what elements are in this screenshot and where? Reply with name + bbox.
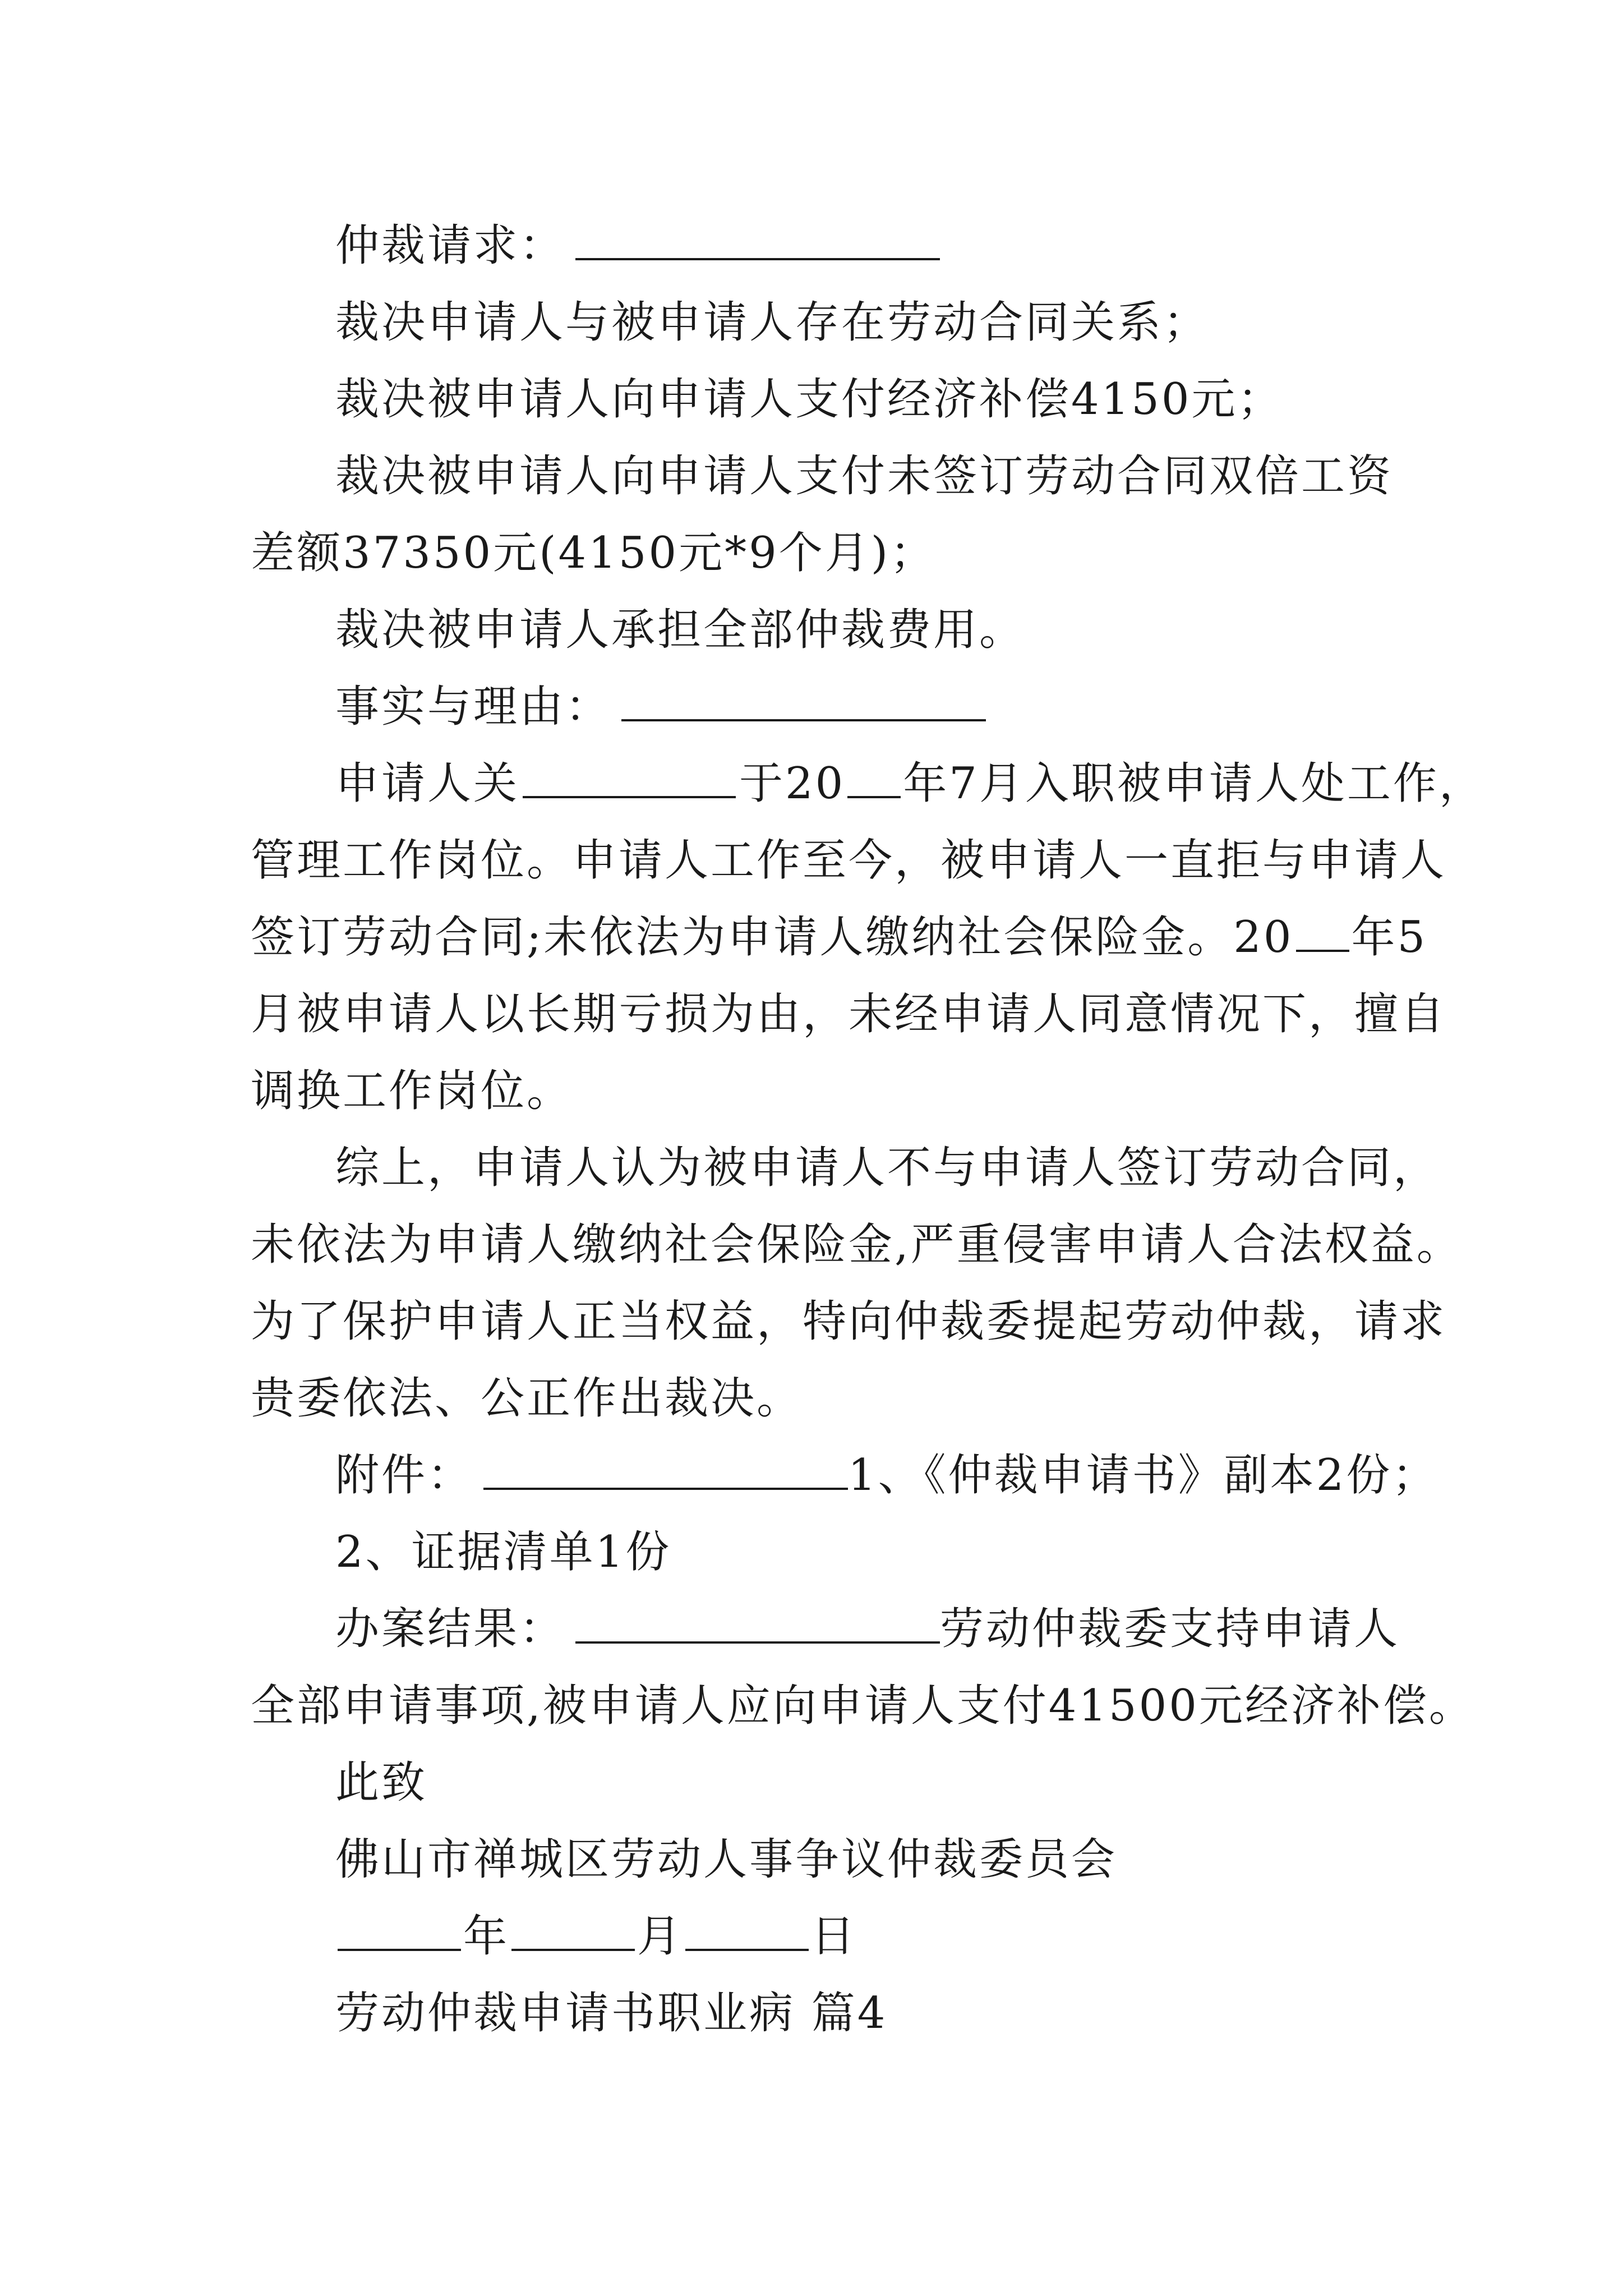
request-item-4: 裁决被申请人承担全部仲裁费用。 bbox=[335, 605, 1026, 655]
salutation: 此致 bbox=[335, 1757, 428, 1808]
request-item-1: 裁决申请人与被申请人存在劳动合同关系； bbox=[335, 297, 1210, 348]
facts-and-reasons-heading: 事实与理由： bbox=[251, 669, 1389, 746]
facts-paragraph-line-2: 管理工作岗位。申请人工作至今，被申请人一直拒与申请人 bbox=[251, 835, 1447, 886]
month-blank bbox=[511, 1910, 635, 1951]
year-blank bbox=[847, 757, 901, 798]
request-item-3-line-2: 差额37350元(4150元*9个月)； bbox=[251, 528, 937, 578]
attachments-line: 附件： 1、《仲裁申请书》副本2份； bbox=[251, 1437, 1389, 1514]
request-item-3-line-1: 裁决被申请人向申请人支付未签订劳动合同双倍工资 bbox=[335, 451, 1394, 501]
request-item-2: 裁决被申请人向申请人支付经济补偿4150元； bbox=[335, 374, 1284, 425]
attachments-item-2: 2、证据清单1份 bbox=[335, 1527, 672, 1577]
summary-paragraph-line-1: 综上，申请人认为被申请人不与申请人签订劳动合同， bbox=[335, 1143, 1440, 1193]
fill-in-blank bbox=[575, 219, 940, 260]
arbitration-request-heading: 仲裁请求： bbox=[251, 208, 1389, 284]
facts-paragraph-line-5: 调换工作岗位。 bbox=[251, 1066, 573, 1116]
name-blank bbox=[523, 757, 736, 798]
section-title: 劳动仲裁申请书职业病 篇4 bbox=[335, 1988, 888, 2039]
day-blank bbox=[685, 1910, 809, 1951]
facts-paragraph-line-4: 月被申请人以长期亏损为由，未经申请人同意情况下，擅自 bbox=[251, 989, 1447, 1039]
case-result-line-2: 全部申请事项,被申请人应向申请人支付41500元经济补偿。 bbox=[251, 1681, 1475, 1731]
facts-paragraph-line-3: 签订劳动合同;未依法为申请人缴纳社会保险金。20 年5 bbox=[251, 899, 1389, 976]
summary-paragraph-line-4: 贵委依法、公正作出裁决。 bbox=[251, 1373, 803, 1424]
summary-paragraph-line-3: 为了保护申请人正当权益，特向仲裁委提起劳动仲裁，请求 bbox=[251, 1296, 1447, 1347]
date-line: 年 月 日 bbox=[251, 1898, 1389, 1975]
fill-in-blank bbox=[575, 1602, 940, 1644]
fill-in-blank bbox=[483, 1448, 848, 1490]
year-blank bbox=[338, 1910, 461, 1951]
case-result-line-1: 办案结果： 劳动仲裁委支持申请人 bbox=[251, 1591, 1389, 1668]
document-body bbox=[251, 208, 1485, 2052]
year-blank bbox=[1296, 910, 1349, 952]
recipient-committee: 佛山市禅城区劳动人事争议仲裁委员会 bbox=[335, 1834, 1118, 1885]
fill-in-blank bbox=[621, 680, 986, 721]
facts-paragraph-line-1: 申请人关 于20 年7月入职被申请人处工作， bbox=[251, 746, 1389, 822]
summary-paragraph-line-2: 未依法为申请人缴纳社会保险金,严重侵害申请人合法权益。 bbox=[251, 1220, 1463, 1270]
